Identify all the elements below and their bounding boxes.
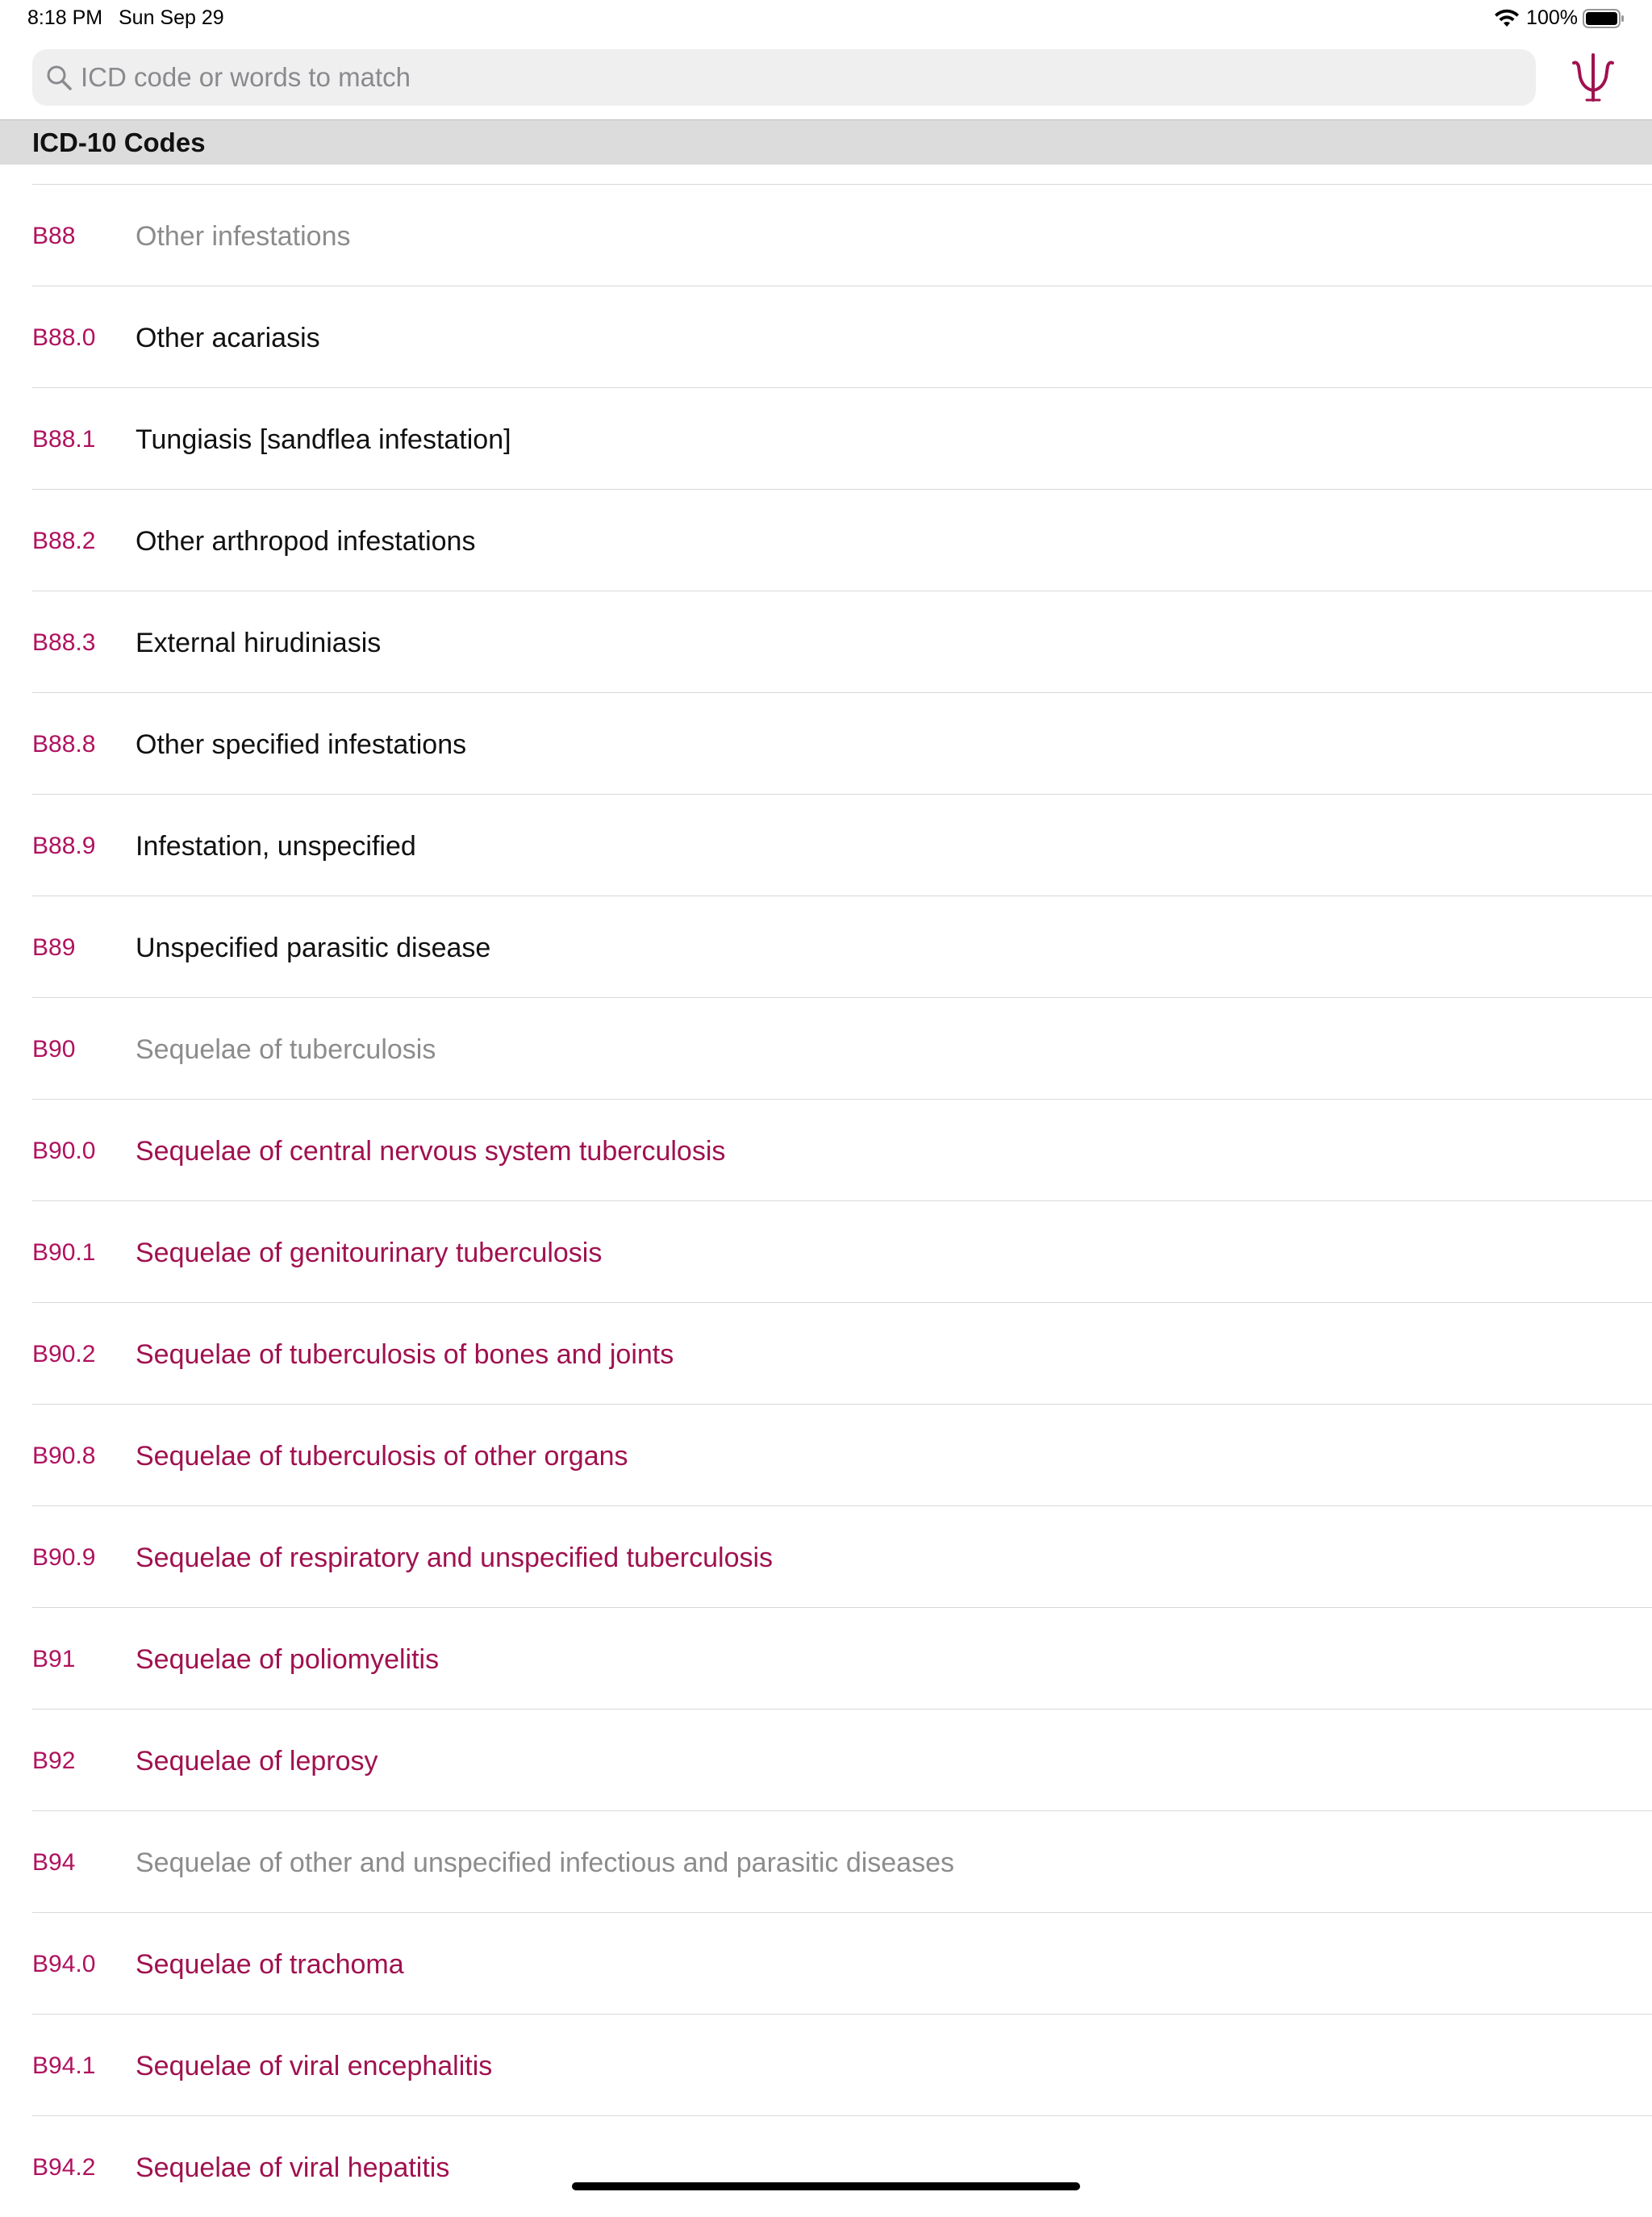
description-label: Sequelae of leprosy: [136, 1746, 378, 1777]
code-label: B89: [32, 934, 76, 961]
status-date: Sun Sep 29: [119, 6, 224, 29]
list-item[interactable]: [32, 2014, 1652, 2115]
list-item[interactable]: [32, 1404, 1652, 1505]
description-label: Infestation, unspecified: [136, 831, 416, 862]
status-time: 8:18 PM: [27, 6, 103, 29]
list-item[interactable]: [32, 692, 1652, 794]
search-icon: [45, 64, 73, 91]
code-label: B88.3: [32, 629, 96, 656]
description-label: Sequelae of central nervous system tuberculosis: [136, 1136, 726, 1167]
list-item[interactable]: [32, 997, 1652, 1099]
description-label: Sequelae of poliomyelitis: [136, 1644, 440, 1675]
section-title: ICD-10 Codes: [32, 127, 206, 157]
code-label: B88: [32, 223, 76, 249]
code-label: B94.1: [32, 2052, 96, 2079]
code-label: B90.2: [32, 1341, 96, 1367]
code-label: B88.1: [32, 426, 96, 453]
home-indicator[interactable]: [572, 2182, 1080, 2190]
list-item[interactable]: [32, 1099, 1652, 1200]
description-label: Sequelae of viral hepatitis: [136, 2152, 450, 2183]
description-label: External hirudiniasis: [136, 628, 382, 658]
code-label: B88.2: [32, 528, 96, 554]
code-label: B94: [32, 1849, 76, 1876]
description-label: Other acariasis: [136, 323, 320, 353]
code-label: B90.9: [32, 1544, 96, 1571]
description-label: Tungiasis [sandflea infestation]: [136, 424, 511, 455]
code-label: B90.0: [32, 1138, 96, 1164]
code-label: B94.2: [32, 2154, 96, 2181]
description-label: Other specified infestations: [136, 729, 467, 760]
list-item[interactable]: [32, 896, 1652, 997]
code-label: B88.9: [32, 833, 96, 859]
code-label: B88.0: [32, 324, 96, 351]
list-item[interactable]: [32, 794, 1652, 896]
list-item[interactable]: [32, 387, 1652, 489]
list-item[interactable]: [32, 489, 1652, 591]
list-item[interactable]: [32, 2115, 1652, 2217]
description-label: Sequelae of tuberculosis of other organs: [136, 1441, 628, 1472]
code-label: B90.1: [32, 1239, 96, 1266]
description-label: Sequelae of genitourinary tuberculosis: [136, 1238, 603, 1268]
list-item[interactable]: [32, 1912, 1652, 2014]
code-label: B94.0: [32, 1951, 96, 1977]
list-item[interactable]: [32, 1302, 1652, 1404]
wifi-icon: [1494, 9, 1520, 28]
list-item[interactable]: [32, 1200, 1652, 1302]
description-label: Sequelae of tuberculosis of bones and joints: [136, 1339, 674, 1370]
list-item[interactable]: [32, 1709, 1652, 1810]
search-input[interactable]: [81, 53, 1500, 102]
code-label: B91: [32, 1646, 76, 1672]
description-label: Unspecified parasitic disease: [136, 933, 491, 963]
psi-logo-icon[interactable]: [1569, 52, 1617, 103]
code-label: B90.8: [32, 1443, 96, 1469]
list-item[interactable]: [32, 286, 1652, 387]
list-item[interactable]: [32, 1810, 1652, 1912]
description-label: Other arthropod infestations: [136, 526, 476, 557]
code-label: B90: [32, 1036, 76, 1063]
code-label: B92: [32, 1747, 76, 1774]
description-label: Sequelae of respiratory and unspecified tuberculosis: [136, 1543, 774, 1573]
list-item[interactable]: [32, 591, 1652, 692]
status-bar: [0, 0, 1652, 40]
section-header: [0, 119, 1652, 165]
description-label: Sequelae of trachoma: [136, 1949, 404, 1980]
search-bar[interactable]: [32, 49, 1536, 106]
code-label: B88.8: [32, 731, 96, 758]
description-label: Sequelae of other and unspecified infectious and parasitic diseases: [136, 1848, 955, 1878]
battery-icon: [1583, 8, 1625, 29]
description-label: Other infestations: [136, 221, 351, 252]
list-item[interactable]: [32, 1607, 1652, 1709]
description-label: Sequelae of viral encephalitis: [136, 2051, 493, 2081]
list-item[interactable]: [32, 184, 1652, 286]
battery-percent: 100%: [1526, 6, 1578, 29]
description-label: Sequelae of tuberculosis: [136, 1034, 436, 1065]
icd-code-list: [0, 184, 1652, 2217]
list-item[interactable]: [32, 1505, 1652, 1607]
status-indicators: [1494, 6, 1625, 30]
